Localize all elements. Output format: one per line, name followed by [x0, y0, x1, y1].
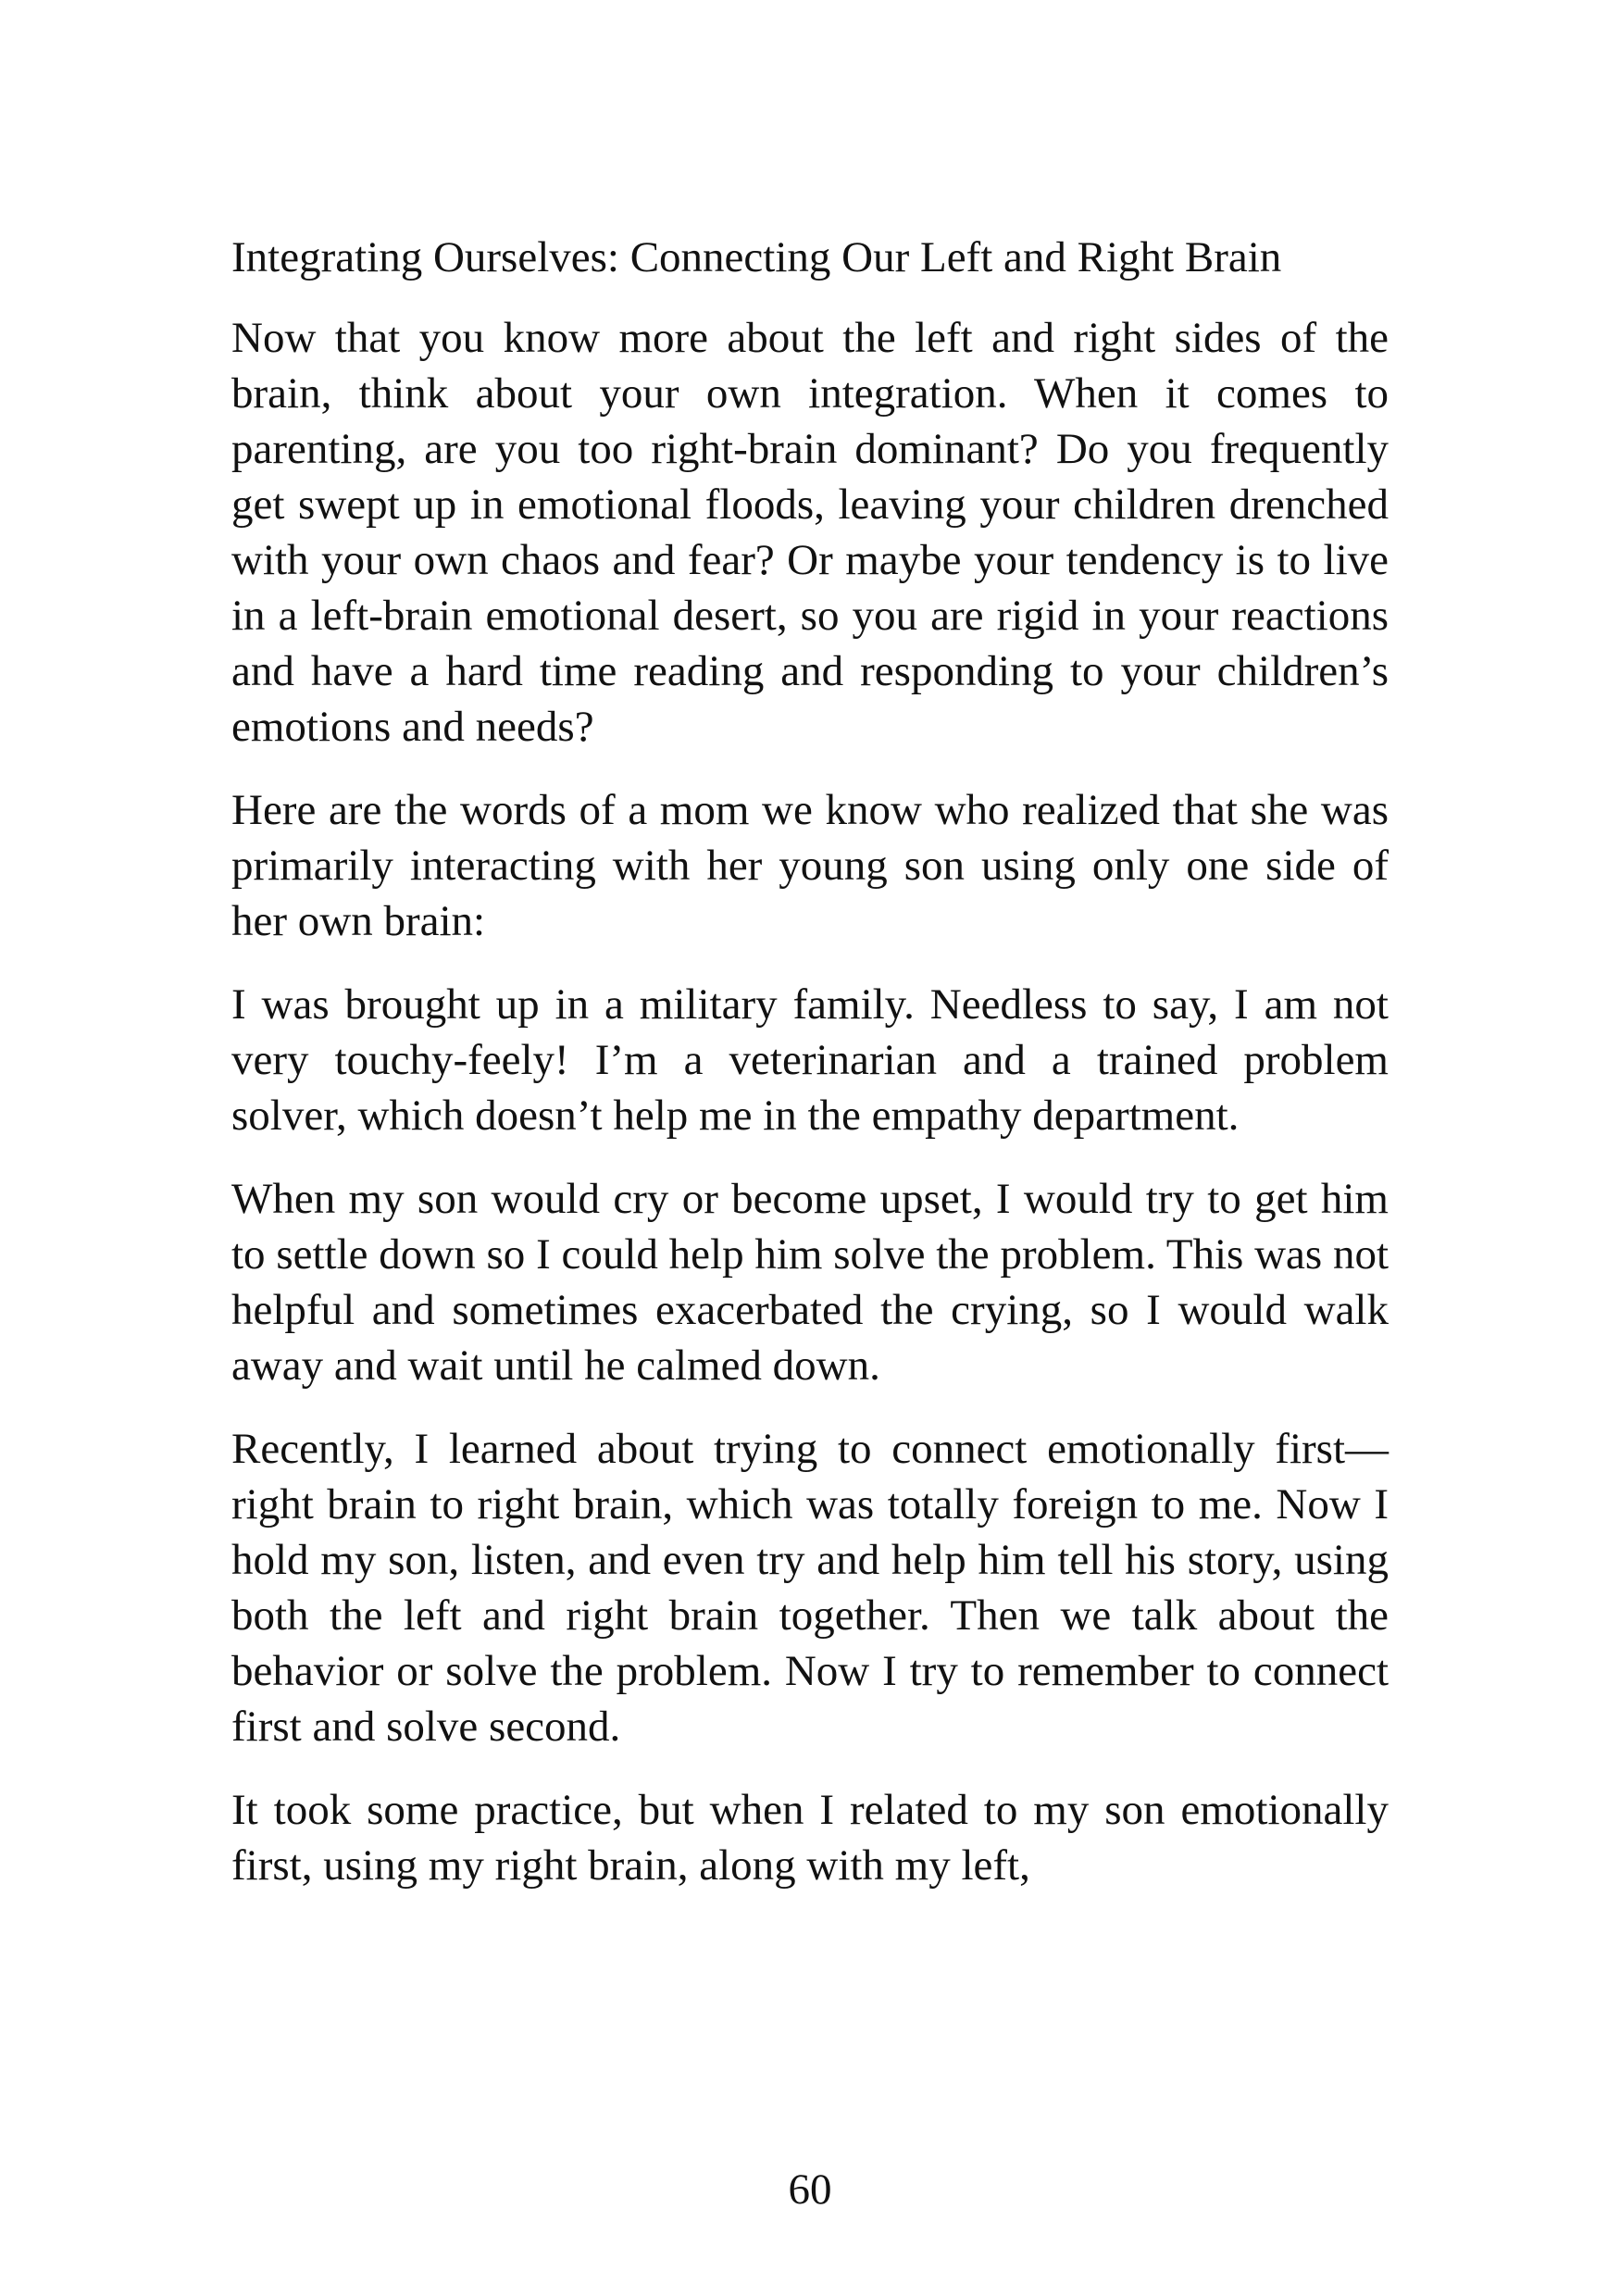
section-title: Integrating Ourselves: Connecting Our Left and Right Brain — [231, 233, 1282, 281]
paragraph-3: I was brought up in a military family. Needless to say, I am not very touchy-feely! I’m a veterinarian and a trained problem solver, which doesn’t help me in the empathy department. — [231, 980, 1389, 1140]
paragraph-5: Recently, I learned about trying to connect emotionally first—right brain to right brain, which was totally foreign to me. Now I hold my son, listen, and even try and help him tell his story, using both the left and right brain together. Then we talk about the behavior or solve the problem. Now I try to remember to connect first and solve second. — [231, 1425, 1389, 1751]
paragraph-6: It took some practice, but when I related to my son emotionally first, using my right brain, along with my left, — [231, 1786, 1389, 1890]
paragraph-4: When my son would cry or become upset, I would try to get him to settle down so I could help him solve the problem. This was not helpful and sometimes exacerbated the crying, so I would walk away and wait until he calmed down. — [231, 1175, 1389, 1390]
page-number: 60 — [788, 2165, 832, 2214]
page-body — [231, 230, 1389, 1921]
paragraph-1: Now that you know more about the left and right sides of the brain, think about your own integration. When it comes to parenting, are you too right-brain dominant? Do you frequently get swept up in emotional floods, leaving your children drenched with your own chaos and fear? Or maybe your tendency is to live in a left-brain emotional desert, so you are rigid in your reactions and have a hard time reading and responding to your children’s emotions and needs? — [231, 314, 1389, 751]
paragraph-2: Here are the words of a mom we know who realized that she was primarily interacting with her young son using only one side of her own brain: — [231, 786, 1389, 945]
